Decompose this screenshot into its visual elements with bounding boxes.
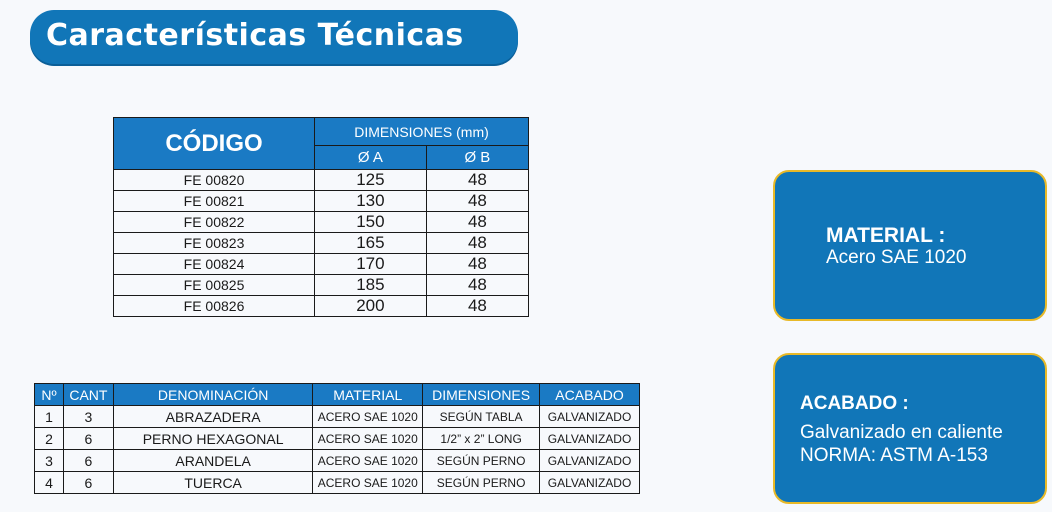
number-cell: 3 <box>35 450 64 472</box>
denomination-cell: ABRAZADERA <box>113 406 313 428</box>
dimensions-cell: SEGÚN PERNO <box>423 450 540 472</box>
diameter-b-cell: 48 <box>426 170 528 191</box>
number-cell: 2 <box>35 428 64 450</box>
diameter-a-cell: 165 <box>315 233 427 254</box>
finish-cell: GALVANIZADO <box>540 472 640 494</box>
denomination-cell: TUERCA <box>113 472 313 494</box>
section-title-banner <box>30 10 518 64</box>
number-cell: 4 <box>35 472 64 494</box>
diameter-a-cell: 130 <box>315 191 427 212</box>
denomination-cell: ARANDELA <box>113 450 313 472</box>
diameter-b-cell: 48 <box>426 212 528 233</box>
quantity-cell: 6 <box>63 472 113 494</box>
finish-cell: GALVANIZADO <box>540 450 640 472</box>
diameter-a-cell: 185 <box>315 275 427 296</box>
material-header: MATERIAL <box>313 384 423 406</box>
dimensions-cell: SEGÚN PERNO <box>423 472 540 494</box>
material-cell: ACERO SAE 1020 <box>313 472 423 494</box>
number-header: Nº <box>35 384 64 406</box>
table-row <box>35 428 640 450</box>
diameter-a-header: Ø A <box>315 146 427 170</box>
diameter-a-cell: 170 <box>315 254 427 275</box>
table-row <box>114 254 529 275</box>
finish-value-line1: Galvanizado en caliente <box>800 422 1003 443</box>
table-row <box>114 275 529 296</box>
code-cell: FE 00825 <box>114 275 315 296</box>
material-value: Acero SAE 1020 <box>826 247 967 268</box>
code-cell: FE 00824 <box>114 254 315 275</box>
quantity-cell: 6 <box>63 450 113 472</box>
diameter-a-cell: 200 <box>315 296 427 317</box>
dimensions-cell: 1/2” x 2” LONG <box>423 428 540 450</box>
diameter-b-cell: 48 <box>426 296 528 317</box>
table-row <box>35 406 640 428</box>
table-row <box>114 191 529 212</box>
dimensions-cell: SEGÚN TABLA <box>423 406 540 428</box>
code-cell: FE 00826 <box>114 296 315 317</box>
material-label: MATERIAL : <box>826 224 946 247</box>
material-cell: ACERO SAE 1020 <box>313 406 423 428</box>
denomination-header: DENOMINACIÓN <box>113 384 313 406</box>
code-column-header: CÓDIGO <box>114 118 315 170</box>
table-row <box>35 450 640 472</box>
denomination-cell: PERNO HEXAGONAL <box>113 428 313 450</box>
quantity-cell: 3 <box>63 406 113 428</box>
code-cell: FE 00820 <box>114 170 315 191</box>
material-cell: ACERO SAE 1020 <box>313 450 423 472</box>
code-cell: FE 00822 <box>114 212 315 233</box>
finish-value-line2: NORMA: ASTM A-153 <box>800 445 988 466</box>
quantity-cell: 6 <box>63 428 113 450</box>
diameter-b-cell: 48 <box>426 233 528 254</box>
finish-label: ACABADO : <box>800 393 909 414</box>
table-row <box>114 233 529 254</box>
section-title: Características Técnicas <box>46 18 464 53</box>
diameter-b-cell: 48 <box>426 191 528 212</box>
diameter-a-cell: 150 <box>315 212 427 233</box>
dimensions-header: DIMENSIONES <box>423 384 540 406</box>
diameter-b-cell: 48 <box>426 254 528 275</box>
finish-header: ACABADO <box>540 384 640 406</box>
material-cell: ACERO SAE 1020 <box>313 428 423 450</box>
code-cell: FE 00821 <box>114 191 315 212</box>
dimensions-table <box>113 117 529 317</box>
dimensions-group-header: DIMENSIONES (mm) <box>315 118 529 146</box>
finish-cell: GALVANIZADO <box>540 406 640 428</box>
diameter-b-header: Ø B <box>426 146 528 170</box>
number-cell: 1 <box>35 406 64 428</box>
diameter-b-cell: 48 <box>426 275 528 296</box>
finish-card <box>773 353 1047 504</box>
table-row <box>114 212 529 233</box>
code-cell: FE 00823 <box>114 233 315 254</box>
finish-cell: GALVANIZADO <box>540 428 640 450</box>
parts-table <box>34 383 640 494</box>
table-row <box>35 472 640 494</box>
material-card <box>773 170 1047 321</box>
table-row <box>114 170 529 191</box>
quantity-header: CANT <box>63 384 113 406</box>
table-row <box>114 296 529 317</box>
diameter-a-cell: 125 <box>315 170 427 191</box>
